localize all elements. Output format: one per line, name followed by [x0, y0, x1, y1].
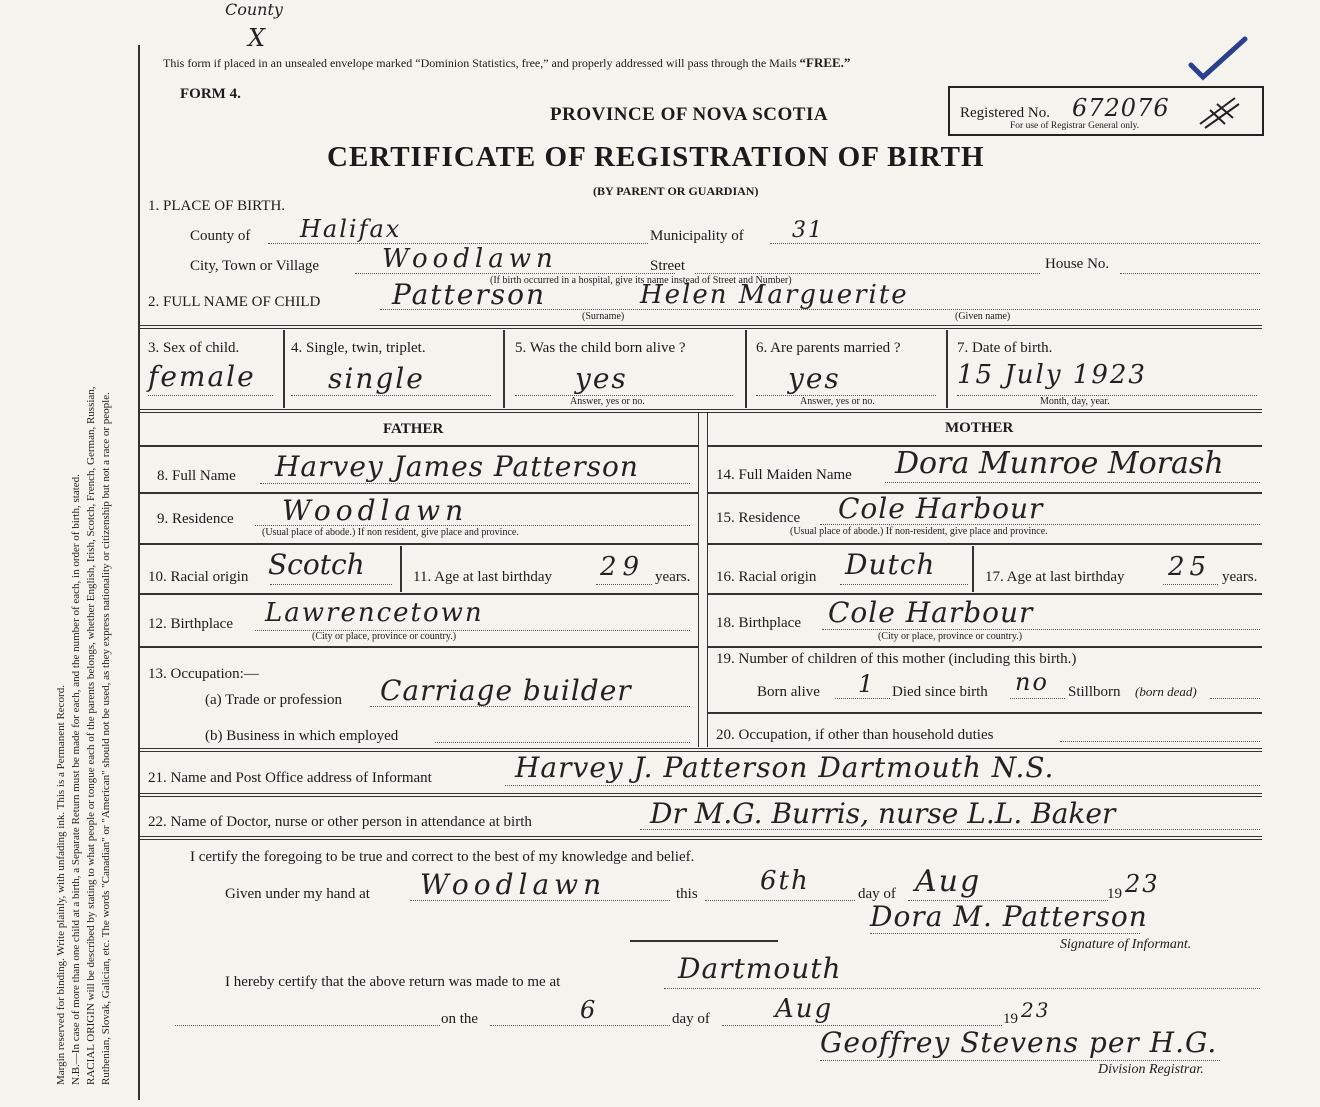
certificate-subtitle: (BY PARENT OR GUARDIAN) — [593, 184, 759, 198]
mother-years-label: years. — [1222, 569, 1258, 585]
father-birthplace-note: (City or place, province or country.) — [312, 631, 457, 642]
date-of-birth-value: 15 July 1923 — [957, 360, 1147, 390]
father-racial-divider — [400, 546, 402, 592]
father-business-label: (b) Business in which employed — [205, 728, 399, 744]
father-business-line — [435, 742, 690, 743]
certificate-title: CERTIFICATE OF REGISTRATION OF BIRTH — [327, 141, 985, 173]
registrar-year-value: 23 — [1021, 998, 1051, 1022]
father-residence-value: Woodlawn — [282, 494, 469, 527]
born-alive-value: yes — [575, 362, 628, 395]
father-birthplace-value: Lawrencetown — [265, 598, 484, 628]
father-rule-2 — [140, 543, 698, 545]
mother-racial-divider — [972, 546, 974, 592]
mother-residence-note: (Usual place of abode.) If non-resident, give place and province. — [790, 526, 1048, 537]
given-month-value: Aug — [915, 864, 982, 899]
divider-1 — [140, 325, 1262, 329]
divider-5 — [140, 836, 1262, 840]
sex-label: 3. Sex of child. — [148, 340, 240, 356]
informant-signature-label: Signature of Informant. — [1060, 937, 1192, 952]
province-heading: PROVINCE OF NOVA SCOTIA — [550, 104, 829, 125]
county-annotation: County — [225, 0, 283, 19]
father-trade-label: (a) Trade or profession — [205, 692, 343, 708]
county-value: Halifax — [300, 215, 402, 243]
mother-heading: MOTHER — [945, 420, 1014, 436]
registrar-statement: I hereby certify that the above return was made to me at — [225, 974, 561, 990]
father-age-value: 29 — [600, 552, 646, 582]
born-alive-count-line — [835, 698, 890, 699]
died-since-birth-value: no — [1015, 668, 1049, 696]
mother-rule-2 — [708, 543, 1262, 545]
registrar-place-value: Dartmouth — [678, 952, 842, 985]
given-year-prefix: 19 — [1107, 886, 1122, 902]
mother-birthplace-label: 18. Birthplace — [716, 615, 801, 631]
informant-signature-line — [870, 933, 1140, 934]
informant-value: Harvey J. Patterson Dartmouth N.S. — [515, 751, 1055, 784]
city-value: Woodlawn — [382, 244, 558, 274]
street-line — [695, 273, 1040, 274]
plurality-label: 4. Single, twin, triplet. — [291, 340, 426, 356]
child-surname: Patterson — [392, 278, 546, 311]
mother-children-label: 19. Number of children of this mother (including this birth.) — [716, 651, 1077, 667]
given-year-value: 23 — [1125, 870, 1160, 898]
registrar-signature: Geoffrey Stevens per H.G. — [820, 1026, 1218, 1059]
city-label: City, Town or Village — [190, 258, 320, 274]
registrar-signature-line — [820, 1060, 1220, 1061]
mother-racial-value: Dutch — [845, 548, 936, 581]
informant-label: 21. Name and Post Office address of Informant — [148, 770, 432, 786]
father-name-label: 8. Full Name — [157, 468, 236, 484]
father-age-label: 11. Age at last birthday — [413, 569, 552, 585]
mother-rule-3 — [708, 593, 1262, 595]
registrar-year-prefix: 19 — [1003, 1011, 1018, 1027]
mother-occupation-label: 20. Occupation, if other than household duties — [716, 727, 994, 743]
stillborn-line — [1210, 698, 1260, 699]
checkmark-icon — [1185, 35, 1255, 85]
mother-occupation-line — [1060, 741, 1260, 742]
mother-residence-value: Cole Harbour — [838, 492, 1044, 525]
father-heading-rule — [140, 445, 698, 447]
father-racial-line — [270, 584, 392, 585]
given-day-value: 6th — [760, 866, 810, 896]
registrar-signature-label: Division Registrar. — [1098, 1062, 1204, 1077]
mother-rule-5 — [708, 712, 1262, 714]
answer-note-5: Answer, yes or no. — [570, 396, 645, 407]
mother-name-value: Dora Munroe Morash — [895, 446, 1224, 481]
municipality-label: Municipality of — [650, 228, 744, 244]
mail-note — [163, 55, 850, 71]
divider-v3 — [745, 330, 747, 408]
municipality-line — [770, 243, 1260, 244]
margin-line-2: N.B.—In case of more than one child at a birth, a Separate Return must be made for each, and the number of each, in order of birth, stated. — [70, 474, 82, 1085]
initials-scribble-icon — [1195, 90, 1245, 132]
mother-name-label: 14. Full Maiden Name — [716, 467, 852, 483]
separator-rule — [630, 940, 778, 942]
answer-note-6: Answer, yes or no. — [800, 396, 875, 407]
parents-married-value: yes — [788, 362, 841, 395]
child-name-label: 2. FULL NAME OF CHILD — [148, 294, 321, 310]
died-since-birth-label: Died since birth — [892, 684, 988, 700]
born-alive-label: 5. Was the child born alive ? — [515, 340, 686, 356]
margin-line-1: Margin reserved for binding. Write plainly, with unfading ink. This is a Permanent Record. — [55, 685, 67, 1085]
margin-notes — [54, 45, 114, 1085]
divider-v1 — [283, 330, 285, 408]
divider-v2 — [503, 330, 505, 408]
doctor-value: Dr M.G. Burris, nurse L.L. Baker — [650, 797, 1116, 830]
divider-v4 — [946, 330, 948, 408]
father-racial-value: Scotch — [268, 548, 365, 581]
hospital-note: (If birth occurred in a hospital, give its name instead of Street and Number) — [490, 275, 792, 286]
father-heading: FATHER — [383, 421, 444, 437]
registrar-place-line — [664, 988, 1260, 989]
registrar-month-value: Aug — [775, 994, 834, 1024]
sex-line — [148, 395, 273, 396]
father-years-label: years. — [655, 569, 691, 585]
mother-racial-label: 16. Racial origin — [716, 569, 817, 585]
father-birthplace-label: 12. Birthplace — [148, 616, 233, 632]
father-racial-label: 10. Racial origin — [148, 569, 249, 585]
father-rule-3 — [140, 593, 698, 595]
mother-rule-4 — [708, 646, 1262, 648]
informant-signature: Dora M. Patterson — [870, 900, 1148, 933]
plurality-value: single — [328, 362, 425, 395]
registrar-day-line — [490, 1025, 670, 1026]
given-day-of-label: day of — [858, 886, 896, 902]
date-note: Month, day, year. — [1040, 396, 1110, 407]
plurality-line — [291, 395, 491, 396]
street-label: Street — [650, 258, 685, 274]
father-name-line — [260, 483, 690, 484]
binding-margin-line — [138, 45, 140, 1100]
born-alive-count-label: Born alive — [757, 684, 820, 700]
registered-number: 672076 — [1072, 94, 1170, 122]
registrar-lead-line — [175, 1025, 440, 1026]
sex-value: female — [148, 360, 256, 393]
mother-age-line — [1163, 584, 1218, 585]
registrar-day-of-label: day of — [672, 1011, 710, 1027]
place-of-birth-label: 1. PLACE OF BIRTH. — [148, 198, 286, 214]
mother-birthplace-note: (City or place, province or country.) — [878, 631, 1023, 642]
father-name-value: Harvey James Patterson — [275, 450, 639, 483]
mother-racial-line — [840, 584, 968, 585]
house-no-label: House No. — [1045, 256, 1110, 272]
given-name-note: (Given name) — [955, 311, 1011, 322]
doctor-label: 22. Name of Doctor, nurse or other person in attendance at birth — [148, 814, 532, 830]
mother-age-value: 25 — [1168, 552, 1212, 582]
registrar-note: For use of Registrar General only. — [1010, 121, 1140, 131]
free-label: “FREE.” — [799, 55, 851, 70]
died-since-birth-line — [1010, 698, 1065, 699]
stillborn-label: Stillborn — [1068, 684, 1121, 700]
registered-label: Registered No. — [960, 105, 1050, 121]
county-label: County of — [190, 228, 251, 244]
father-rule-4 — [140, 646, 698, 648]
this-label: this — [676, 886, 698, 902]
margin-line-4: Ruthenian, Slovak, Galician, etc. The words "Canadian" or "American" should not be used, as they express nationality or citizenship but not a race or people. — [100, 392, 112, 1085]
stillborn-note: (born dead) — [1135, 684, 1197, 699]
father-occupation-label: 13. Occupation:— — [148, 666, 259, 682]
mother-residence-label: 15. Residence — [716, 510, 801, 526]
given-under-label: Given under my hand at — [225, 886, 370, 902]
parents-married-label: 6. Are parents married ? — [756, 340, 901, 356]
father-residence-note: (Usual place of abode.) If non resident, give place and province. — [262, 527, 519, 538]
surname-note: (Surname) — [582, 311, 625, 322]
certify-statement: I certify the foregoing to be true and correct to the best of my knowledge and belief. — [190, 849, 695, 865]
mother-age-label: 17. Age at last birthday — [985, 569, 1125, 585]
father-trade-value: Carriage builder — [380, 674, 632, 707]
center-divider — [698, 412, 708, 747]
form-number: FORM 4. — [180, 86, 241, 102]
registrar-day-value: 6 — [580, 996, 598, 1024]
margin-line-3: RACIAL ORIGIN will be described by stating to what people or tongue each of the parents belongs, whether English, Irish, Scotch, French, German, Russian, — [85, 386, 97, 1085]
registration-box — [948, 86, 1264, 136]
x-mark: X — [248, 24, 266, 52]
date-of-birth-label: 7. Date of birth. — [957, 340, 1053, 356]
child-given-name: Helen Marguerite — [640, 280, 909, 310]
father-age-line — [596, 584, 652, 585]
municipality-value: 31 — [792, 218, 824, 243]
informant-line — [505, 785, 1260, 786]
born-alive-count-value: 1 — [858, 670, 876, 698]
house-no-line — [1120, 273, 1260, 274]
mother-birthplace-line — [822, 629, 1260, 630]
mother-name-line — [885, 482, 1260, 483]
mail-note-text: This form if placed in an unsealed envelope marked “Dominion Statistics, free,” and properly addressed will pass through the Mails — [163, 56, 797, 70]
mother-birthplace-value: Cole Harbour — [828, 596, 1034, 629]
on-the-label: on the — [441, 1011, 479, 1027]
given-place-value: Woodlawn — [420, 868, 607, 901]
father-residence-label: 9. Residence — [157, 511, 234, 527]
given-day-line — [705, 900, 855, 901]
